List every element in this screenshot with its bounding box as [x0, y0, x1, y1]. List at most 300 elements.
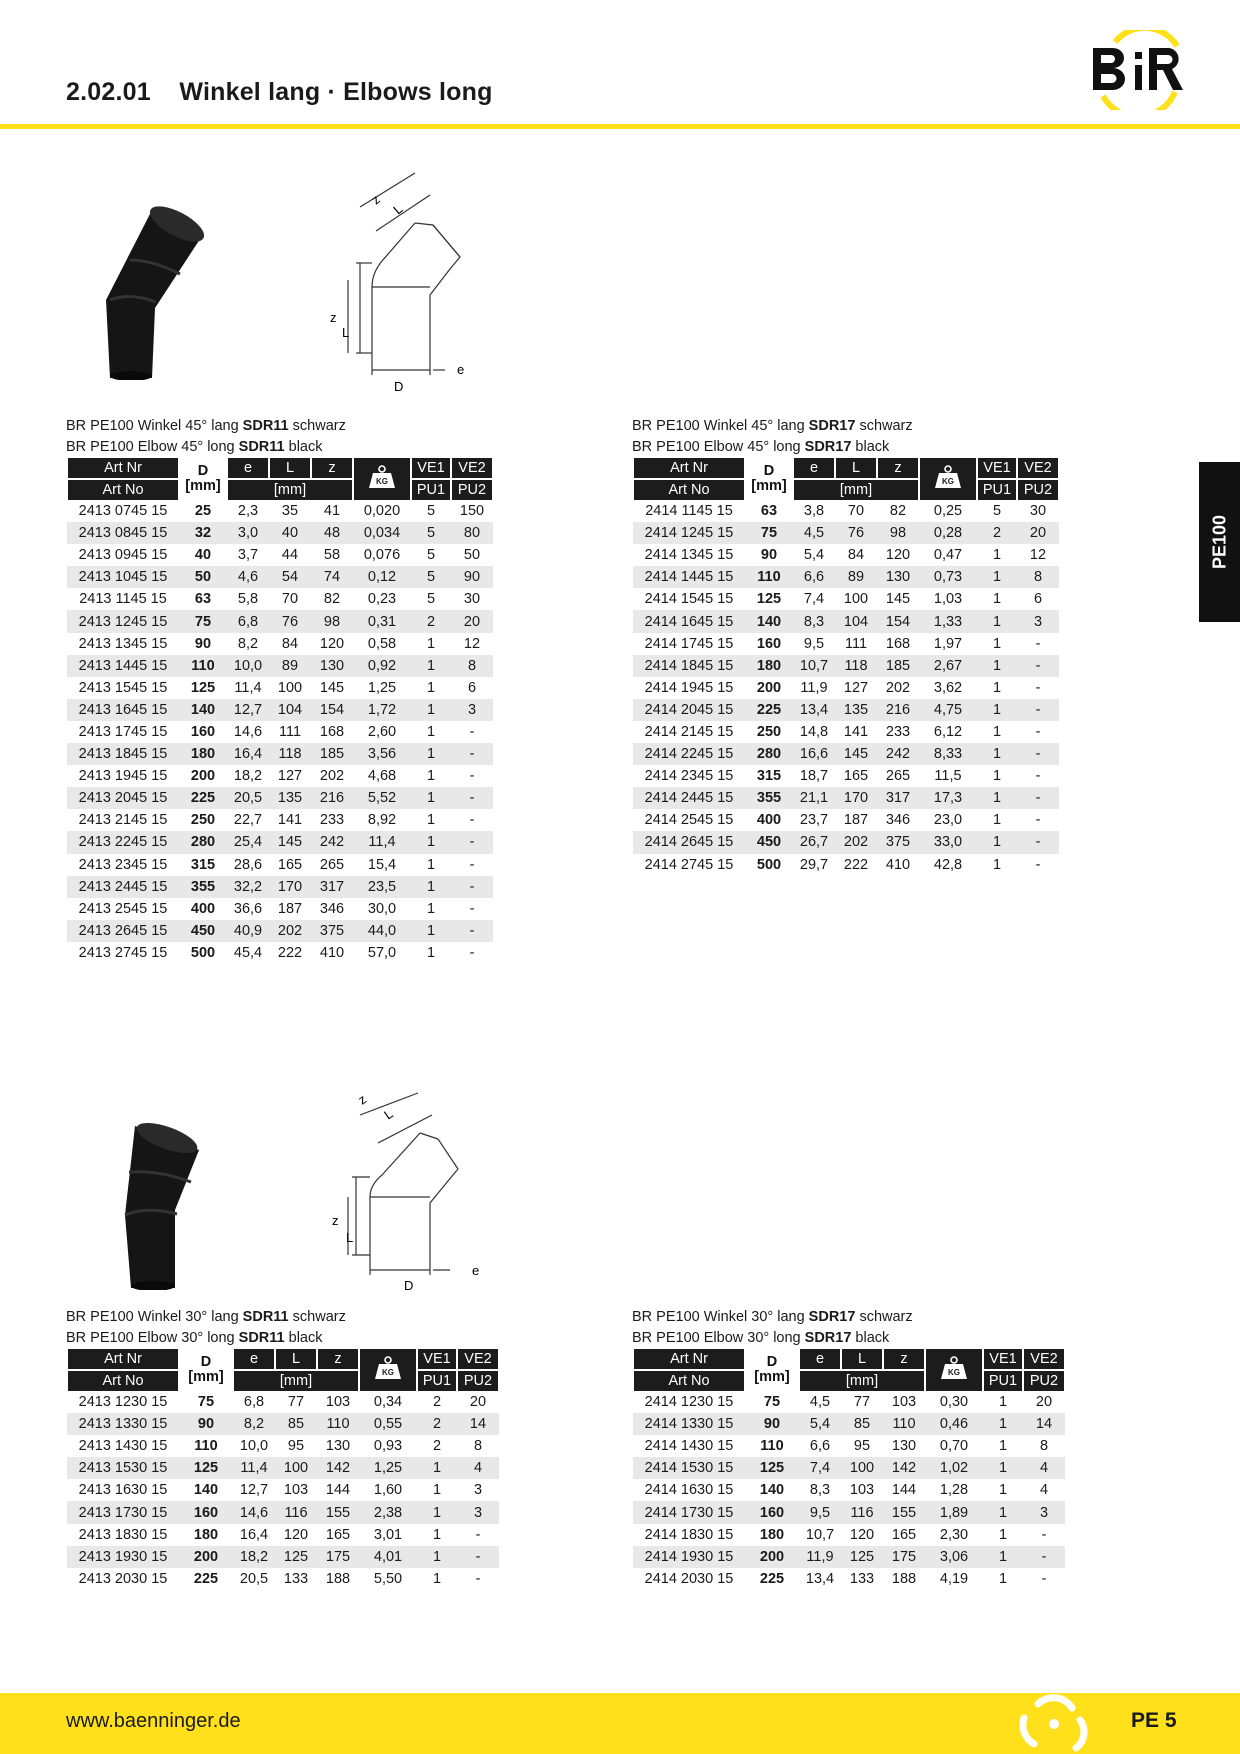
- table-row: [67, 1524, 499, 1546]
- cell-d: 225: [179, 787, 227, 809]
- cell-l: 76: [835, 522, 877, 544]
- table-row: [67, 1391, 499, 1413]
- svg-text:KG: KG: [948, 1368, 960, 1377]
- cell-l: 135: [269, 787, 311, 809]
- cell-ve1: 1: [977, 743, 1017, 765]
- table-row: [633, 566, 1059, 588]
- cell-ve1: 1: [992, 547, 1002, 564]
- cell-d: 125: [745, 1457, 799, 1479]
- cell-z: 410: [319, 944, 345, 961]
- cell-ve2: 14: [1023, 1413, 1065, 1435]
- elbow-45-photo: [90, 200, 220, 380]
- cell-art-nr: 2414 1545 15: [644, 591, 734, 608]
- cell-kg: 0,30: [939, 1394, 969, 1411]
- cell-e: 8,2: [237, 635, 259, 652]
- cell-d: 200: [190, 768, 216, 785]
- cell-ve2: 20: [451, 610, 493, 632]
- cell-ve1: 1: [417, 1501, 457, 1523]
- dim-L-angled: L: [390, 201, 406, 218]
- cell-kg: 1,28: [939, 1482, 969, 1499]
- cell-ve2: -: [451, 876, 493, 898]
- cell-kg: 1,02: [925, 1457, 983, 1479]
- cell-kg: 2,60: [367, 723, 397, 740]
- col-header-d: D [mm]: [179, 458, 227, 500]
- cell-e: 11,9: [800, 679, 828, 696]
- cell-z: 216: [877, 699, 919, 721]
- cell-l: 100: [275, 1457, 317, 1479]
- cell-z: 317: [877, 787, 919, 809]
- cell-kg: 3,62: [933, 679, 963, 696]
- cell-ve2: -: [451, 787, 493, 809]
- table-row: [67, 1435, 499, 1457]
- cell-ve2: -: [1017, 699, 1059, 721]
- cell-art-nr: 2413 0845 15: [67, 522, 179, 544]
- cell-ve1: 1: [417, 1457, 457, 1479]
- cell-kg: 0,46: [925, 1413, 983, 1435]
- cell-ve1: 1: [992, 856, 1002, 873]
- cell-l: 170: [835, 787, 877, 809]
- cell-d: 500: [190, 944, 216, 961]
- cell-d: 400: [756, 812, 782, 829]
- cell-z: 233: [319, 812, 345, 829]
- cell-z: 202: [885, 679, 911, 696]
- table-row: [633, 500, 1059, 522]
- cell-z: 98: [311, 610, 353, 632]
- cell-art-nr: 2414 1345 15: [644, 547, 734, 564]
- cell-kg: 42,8: [933, 856, 963, 873]
- cell-ve2: 6: [1033, 591, 1043, 608]
- cell-d: 160: [179, 1501, 233, 1523]
- cell-e: 11,9: [799, 1546, 841, 1568]
- product-table: [66, 1349, 500, 1590]
- cell-ve1: 1: [411, 743, 451, 765]
- cell-z: 375: [311, 920, 353, 942]
- table-row: [633, 699, 1059, 721]
- cell-ve1: 1: [992, 768, 1002, 785]
- cell-ve1: 5: [411, 522, 451, 544]
- cell-z: 346: [319, 900, 345, 917]
- cell-e: 18,7: [799, 768, 829, 785]
- cell-e: 8,3: [793, 610, 835, 632]
- cell-z: 120: [885, 547, 911, 564]
- table-row: [67, 876, 493, 898]
- cell-e: 4,6: [227, 566, 269, 588]
- cell-z: 185: [311, 743, 353, 765]
- weight-icon: [353, 458, 411, 500]
- cell-kg: 11,5: [934, 768, 962, 785]
- cell-ve2: 3: [1017, 610, 1059, 632]
- cell-z: 98: [877, 522, 919, 544]
- dim-e: e: [457, 362, 465, 377]
- col-header-mm: [mm]: [233, 1370, 359, 1391]
- side-tab-label: PE100: [1209, 514, 1229, 570]
- cell-art-nr: 2413 1330 15: [67, 1413, 179, 1435]
- table-row: [633, 854, 1059, 876]
- cell-kg: 0,70: [939, 1438, 969, 1455]
- cell-ve2: 6: [467, 679, 477, 696]
- table-row: [633, 831, 1059, 853]
- table-row: [67, 1413, 499, 1435]
- cell-z: 144: [891, 1482, 917, 1499]
- cell-art-nr: 2413 2645 15: [67, 920, 179, 942]
- cell-z: 155: [317, 1501, 359, 1523]
- cell-ve2: 12: [463, 635, 481, 652]
- cell-kg: 2,30: [939, 1526, 969, 1543]
- table-row: [633, 1435, 1065, 1457]
- cell-kg: 1,60: [373, 1482, 403, 1499]
- cell-kg: 2,67: [919, 655, 977, 677]
- title-en: Elbows long: [343, 78, 493, 106]
- cell-l: 84: [281, 635, 299, 652]
- cell-z: 58: [323, 547, 341, 564]
- cell-d: 32: [179, 522, 227, 544]
- cell-art-nr: 2413 1630 15: [78, 1482, 168, 1499]
- cell-art-nr: 2414 1845 15: [633, 655, 745, 677]
- cell-ve1: 1: [992, 723, 1002, 740]
- cell-d: 160: [756, 635, 782, 652]
- table-row: [67, 1546, 499, 1568]
- cell-art-nr: 2414 2345 15: [644, 768, 734, 785]
- cell-l: 54: [269, 566, 311, 588]
- cell-l: 95: [853, 1438, 871, 1455]
- header-rule: [0, 124, 1240, 129]
- cell-l: 145: [835, 743, 877, 765]
- cell-e: 45,4: [233, 944, 263, 961]
- cell-l: 35: [281, 503, 299, 520]
- cell-e: 10,7: [793, 655, 835, 677]
- cell-art-nr: 2413 2045 15: [67, 787, 179, 809]
- cell-l: 222: [277, 944, 303, 961]
- col-header-ve1: VE1: [417, 1349, 457, 1370]
- cell-art-nr: 2413 1845 15: [67, 743, 179, 765]
- col-header-e: e: [799, 1349, 841, 1370]
- table-row: [633, 1524, 1065, 1546]
- cell-l: 145: [269, 831, 311, 853]
- cell-art-nr: 2414 2145 15: [644, 723, 734, 740]
- table-row: [67, 1501, 499, 1523]
- cell-ve1: 1: [998, 1482, 1008, 1499]
- cell-l: 170: [269, 876, 311, 898]
- cell-z: 188: [891, 1570, 917, 1587]
- cell-ve2: -: [1035, 768, 1041, 785]
- cell-e: 13,4: [805, 1570, 835, 1587]
- cell-art-nr: 2413 2245 15: [67, 831, 179, 853]
- dim-e: e: [472, 1263, 480, 1278]
- cell-d: 125: [190, 679, 216, 696]
- cell-ve2: -: [469, 856, 475, 873]
- dim-L: L: [342, 325, 350, 340]
- col-header-mm: [mm]: [227, 479, 353, 500]
- cell-z: 168: [319, 723, 345, 740]
- cell-l: 116: [841, 1501, 883, 1523]
- cell-art-nr: 2414 1245 15: [633, 522, 745, 544]
- table-row: [67, 699, 493, 721]
- cell-d: 110: [760, 1438, 784, 1455]
- col-header-pu1: PU1: [411, 479, 451, 500]
- cell-e: 6,6: [793, 566, 835, 588]
- col-header-ve1: VE1: [977, 458, 1017, 479]
- cell-ve1: 1: [977, 655, 1017, 677]
- elbow-45-drawing: [320, 165, 500, 400]
- cell-z: 188: [325, 1570, 351, 1587]
- cell-kg: 4,19: [939, 1570, 969, 1587]
- cell-ve1: 1: [411, 655, 451, 677]
- cell-e: 16,6: [793, 743, 835, 765]
- cell-kg: 0,23: [367, 591, 397, 608]
- caption-en: BR PE100 Elbow 45° long SDR17 black: [632, 439, 890, 455]
- cell-l: 95: [287, 1438, 305, 1455]
- cell-kg: 1,25: [359, 1457, 417, 1479]
- cell-ve1: 1: [977, 831, 1017, 853]
- cell-art-nr: 2414 1445 15: [633, 566, 745, 588]
- cell-d: 125: [179, 1457, 233, 1479]
- cell-kg: 0,47: [933, 547, 963, 564]
- cell-e: 3,7: [237, 547, 259, 564]
- cell-kg: 0,55: [359, 1413, 417, 1435]
- cell-kg: 57,0: [367, 944, 397, 961]
- col-header-art-no: Art No: [67, 479, 179, 500]
- cell-l: 222: [843, 856, 869, 873]
- cell-d: 125: [756, 591, 782, 608]
- cell-art-nr: 2413 1545 15: [78, 679, 168, 696]
- cell-ve2: -: [1017, 787, 1059, 809]
- cell-z: 185: [877, 655, 919, 677]
- cell-ve1: 5: [426, 591, 436, 608]
- cell-z: 375: [877, 831, 919, 853]
- cell-e: 3,0: [227, 522, 269, 544]
- cell-art-nr: 2413 1930 15: [67, 1546, 179, 1568]
- cell-ve1: 1: [411, 920, 451, 942]
- cell-z: 145: [319, 679, 345, 696]
- cell-ve2: -: [475, 1570, 481, 1587]
- cell-art-nr: 2413 2445 15: [67, 876, 179, 898]
- cell-d: 90: [760, 547, 778, 564]
- cell-d: 500: [756, 856, 782, 873]
- cell-ve1: 1: [983, 1457, 1023, 1479]
- cell-e: 8,2: [233, 1413, 275, 1435]
- cell-art-nr: 2413 2145 15: [78, 812, 168, 829]
- cell-ve1: 1: [426, 768, 436, 785]
- cell-e: 25,4: [227, 831, 269, 853]
- col-header-pu1: PU1: [977, 479, 1017, 500]
- cell-ve2: -: [1017, 831, 1059, 853]
- cell-ve1: 1: [977, 699, 1017, 721]
- cell-ve2: -: [1041, 1526, 1047, 1543]
- cell-d: 110: [179, 655, 227, 677]
- cell-z: 168: [885, 635, 911, 652]
- cell-d: 400: [190, 900, 216, 917]
- cell-ve1: 1: [992, 635, 1002, 652]
- table-row: [633, 588, 1059, 610]
- cell-z: 103: [325, 1394, 351, 1411]
- cell-l: 120: [849, 1526, 875, 1543]
- cell-z: 202: [319, 768, 345, 785]
- weight-icon: [359, 1349, 417, 1391]
- cell-ve1: 1: [977, 610, 1017, 632]
- dim-z-angled: z: [368, 191, 383, 208]
- cell-e: 12,7: [227, 699, 269, 721]
- cell-z: 144: [325, 1482, 351, 1499]
- cell-ve2: 20: [1035, 1394, 1053, 1411]
- col-header-ve1: VE1: [411, 458, 451, 479]
- cell-z: 346: [885, 812, 911, 829]
- cell-d: 180: [193, 1526, 219, 1543]
- cell-art-nr: 2414 2445 15: [633, 787, 745, 809]
- cell-e: 21,1: [793, 787, 835, 809]
- cell-ve2: -: [469, 812, 475, 829]
- cell-ve1: 2: [417, 1413, 457, 1435]
- cell-e: 4,5: [809, 1394, 831, 1411]
- cell-l: 120: [283, 1526, 309, 1543]
- cell-d: 90: [745, 1413, 799, 1435]
- table-row: [633, 610, 1059, 632]
- cell-d: 140: [179, 699, 227, 721]
- cell-kg: 23,0: [933, 812, 963, 829]
- cell-e: 10,0: [239, 1438, 269, 1455]
- cell-ve2: -: [451, 920, 493, 942]
- cell-ve1: 1: [417, 1546, 457, 1568]
- cell-e: 7,4: [799, 1457, 841, 1479]
- col-header-art-no: Art No: [633, 479, 745, 500]
- cell-art-nr: 2413 1145 15: [79, 591, 167, 608]
- caption-en: BR PE100 Elbow 30° long SDR11 black: [66, 1330, 323, 1346]
- cell-l: 103: [283, 1482, 309, 1499]
- cell-z: 242: [311, 831, 353, 853]
- cell-l: 70: [281, 591, 299, 608]
- col-header-z: z: [311, 458, 353, 479]
- cell-e: 36,6: [233, 900, 263, 917]
- cell-ve1: 2: [411, 610, 451, 632]
- col-header-pu2: PU2: [451, 479, 493, 500]
- dim-z-angled: z: [355, 1091, 370, 1108]
- col-header-l: L: [275, 1349, 317, 1370]
- cell-e: 26,7: [793, 831, 835, 853]
- dim-z: z: [330, 310, 337, 325]
- cell-e: 14,6: [233, 723, 263, 740]
- dim-L: L: [346, 1230, 354, 1245]
- title-de: Winkel lang: [179, 78, 321, 106]
- caption-de: BR PE100 Winkel 45° lang SDR11 schwarz: [66, 418, 346, 434]
- cell-e: 5,4: [803, 547, 825, 564]
- col-header-art-nr: Art Nr: [67, 458, 179, 479]
- cell-e: 6,8: [243, 1394, 265, 1411]
- cell-l: 40: [269, 522, 311, 544]
- cell-kg: 1,97: [933, 635, 963, 652]
- cell-l: 141: [277, 812, 303, 829]
- col-header-z: z: [317, 1349, 359, 1370]
- col-header-e: e: [233, 1349, 275, 1370]
- table-row: [67, 588, 493, 610]
- cell-kg: 4,68: [367, 768, 397, 785]
- cell-d: 200: [179, 1546, 233, 1568]
- cell-kg: 0,34: [373, 1394, 403, 1411]
- cell-kg: 1,33: [919, 610, 977, 632]
- cell-l: 187: [277, 900, 303, 917]
- col-header-ve2: VE2: [451, 458, 493, 479]
- cell-art-nr: 2414 2245 15: [633, 743, 745, 765]
- cell-d: 140: [193, 1482, 219, 1499]
- cell-z: 317: [311, 876, 353, 898]
- table-row: [633, 765, 1059, 787]
- col-header-pu1: PU1: [983, 1370, 1023, 1391]
- col-header-pu2: PU2: [457, 1370, 499, 1391]
- col-header-e: e: [793, 458, 835, 479]
- cell-d: 75: [179, 610, 227, 632]
- cell-z: 120: [319, 635, 345, 652]
- elbow-30-photo: [95, 1120, 225, 1290]
- cell-e: 13,4: [793, 699, 835, 721]
- cell-e: 32,2: [227, 876, 269, 898]
- cell-art-nr: 2413 1345 15: [78, 635, 168, 652]
- cell-z: 410: [885, 856, 911, 873]
- table-row: [633, 1546, 1065, 1568]
- cell-d: 110: [745, 566, 793, 588]
- cell-e: 18,2: [233, 768, 263, 785]
- cell-e: 16,4: [227, 743, 269, 765]
- cell-kg: 0,020: [363, 503, 401, 520]
- cell-z: 145: [885, 591, 911, 608]
- cell-kg: 0,076: [363, 547, 401, 564]
- cell-ve1: 2: [432, 1438, 442, 1455]
- cell-l: 127: [843, 679, 869, 696]
- cell-d: 90: [194, 635, 212, 652]
- cell-ve1: 1: [998, 1570, 1008, 1587]
- table-row: [67, 920, 493, 942]
- cell-d: 110: [194, 1438, 218, 1455]
- cell-ve1: 5: [426, 547, 436, 564]
- cell-ve2: -: [1041, 1570, 1047, 1587]
- cell-kg: 0,58: [367, 635, 397, 652]
- table-row: [67, 633, 493, 655]
- footer-url[interactable]: www.baenninger.de: [66, 1710, 241, 1732]
- cell-e: 9,5: [799, 1501, 841, 1523]
- cell-e: 23,7: [799, 812, 829, 829]
- cell-e: 29,7: [799, 856, 829, 873]
- table-row: [633, 1501, 1065, 1523]
- cell-kg: 8,33: [919, 743, 977, 765]
- cell-e: 16,4: [239, 1526, 269, 1543]
- cell-ve1: 2: [977, 522, 1017, 544]
- table-row: [67, 787, 493, 809]
- table-row: [67, 743, 493, 765]
- table-row: [633, 1568, 1065, 1590]
- cell-art-nr: 2413 1045 15: [67, 566, 179, 588]
- svg-text:KG: KG: [376, 477, 388, 486]
- cell-ve2: 12: [1029, 547, 1047, 564]
- cell-d: 450: [745, 831, 793, 853]
- cell-art-nr: 2414 2645 15: [633, 831, 745, 853]
- cell-l: 202: [835, 831, 877, 853]
- cell-e: 12,7: [239, 1482, 269, 1499]
- cell-kg: 0,93: [373, 1438, 403, 1455]
- cell-d: 250: [190, 812, 216, 829]
- cell-z: 165: [325, 1526, 351, 1543]
- cell-d: 355: [745, 787, 793, 809]
- dim-D: D: [404, 1278, 414, 1293]
- cell-kg: 5,52: [353, 787, 411, 809]
- cell-ve1: 1: [992, 679, 1002, 696]
- col-header-d: D [mm]: [745, 1349, 799, 1391]
- cell-l: 141: [843, 723, 869, 740]
- cell-art-nr: 2413 1430 15: [78, 1438, 168, 1455]
- cell-kg: 0,25: [933, 503, 963, 520]
- cell-ve2: 8: [1039, 1438, 1049, 1455]
- cell-d: 90: [179, 1413, 233, 1435]
- cell-kg: 4,01: [359, 1546, 417, 1568]
- table-row: [633, 721, 1059, 743]
- cell-art-nr: 2413 0745 15: [78, 503, 168, 520]
- product-block-30-sdr17: [632, 1307, 1066, 1590]
